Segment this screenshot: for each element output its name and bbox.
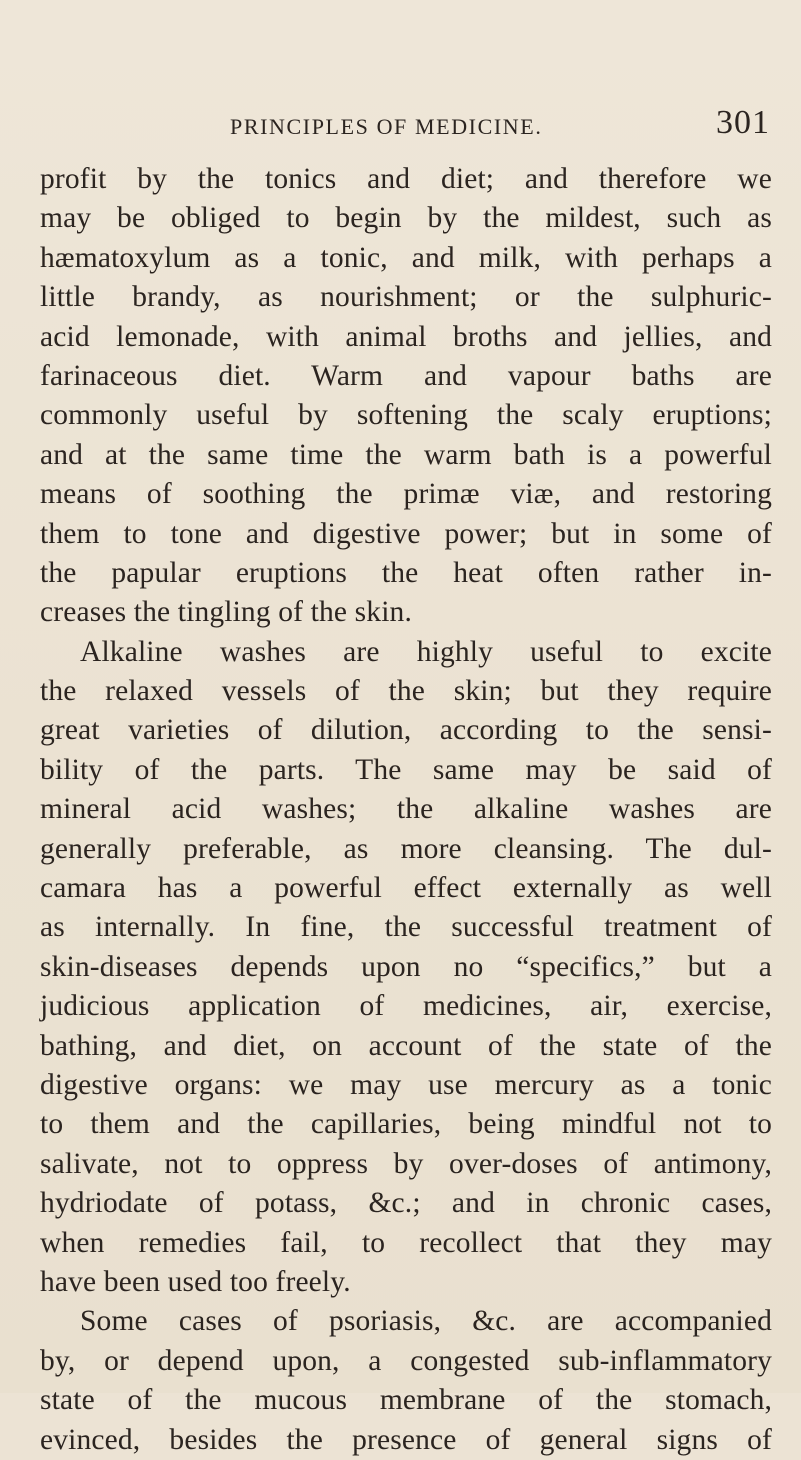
- page-number: 301: [716, 104, 770, 141]
- text-line: state of the mucous membrane of the stomach,: [40, 1384, 772, 1417]
- text-line: as internally. In fine, the successful treatment of: [40, 911, 772, 944]
- text-line: acid lemonade, with animal broths and jellies, and: [40, 320, 772, 353]
- text-line: judicious application of medicines, air, exercise,: [40, 990, 772, 1023]
- text-line: when remedies fail, to recollect that they may: [40, 1226, 772, 1259]
- text-line: commonly useful by softening the scaly eruptions;: [40, 399, 772, 432]
- text-line: means of soothing the primæ viæ, and restoring: [40, 478, 772, 511]
- text-line: great varieties of dilution, according to the sensi-: [40, 714, 772, 747]
- text-line: bathing, and diet, on account of the state of the: [40, 1029, 772, 1062]
- text-line: bility of the parts. The same may be said of: [40, 753, 772, 786]
- text-line: mineral acid washes; the alkaline washes are: [40, 793, 772, 826]
- text-line: hæmatoxylum as a tonic, and milk, with perhaps a: [40, 241, 772, 274]
- text-line: generally preferable, as more cleansing. The dul-: [40, 832, 772, 865]
- text-line: by, or depend upon, a congested sub-inflammatory: [40, 1344, 772, 1377]
- text-line: have been used too freely.: [40, 1265, 351, 1298]
- text-line: skin-diseases depends upon no “specifics,” but a: [40, 950, 772, 983]
- text-line: digestive organs: we may use mercury as a tonic: [40, 1068, 772, 1101]
- running-title: PRINCIPLES OF MEDICINE.: [230, 114, 543, 139]
- text-line: Some cases of psoriasis, &c. are accompanied: [80, 1305, 772, 1338]
- text-line: creases the tingling of the skin.: [40, 596, 412, 629]
- text-line: camara has a powerful effect externally as well: [40, 872, 772, 905]
- text-line: the papular eruptions the heat often rather in-: [40, 556, 772, 589]
- text-line: may be obliged to begin by the mildest, such as: [40, 202, 772, 235]
- text-line: the relaxed vessels of the skin; but they require: [40, 675, 772, 708]
- text-line: farinaceous diet. Warm and vapour baths are: [40, 359, 772, 392]
- text-line: little brandy, as nourishment; or the sulphuric-: [40, 281, 772, 314]
- text-line: and at the same time the warm bath is a powerful: [40, 438, 772, 471]
- text-line: hydriodate of potass, &c.; and in chronic cases,: [40, 1187, 772, 1220]
- text-line: to them and the capillaries, being mindful not to: [40, 1108, 772, 1141]
- text-line: Alkaline washes are highly useful to excite: [80, 635, 772, 668]
- running-head: [230, 104, 770, 144]
- body-text: [40, 160, 772, 1460]
- text-line: them to tone and digestive power; but in some of: [40, 517, 772, 550]
- text-line: evinced, besides the presence of general signs of: [40, 1423, 772, 1456]
- text-line: salivate, not to oppress by over-doses of antimony,: [40, 1147, 772, 1180]
- text-line: profit by the tonics and diet; and therefore we: [40, 163, 772, 195]
